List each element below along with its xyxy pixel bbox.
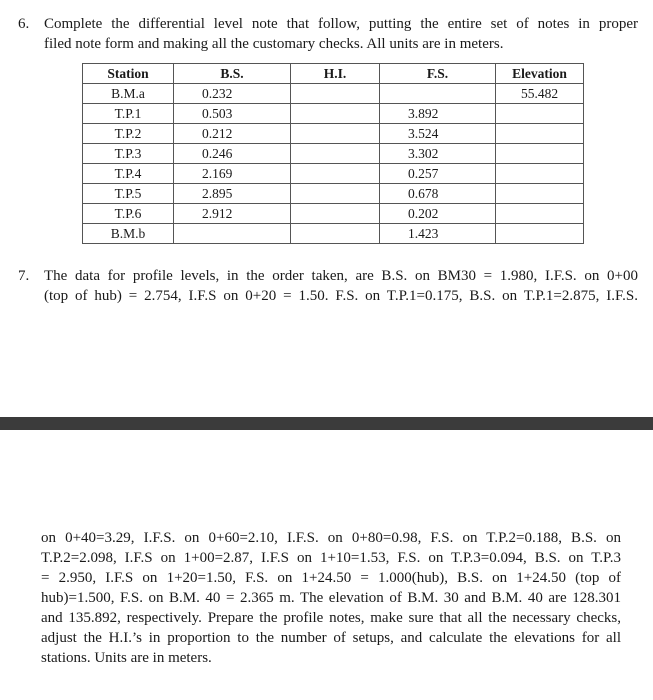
table-row [83,124,584,144]
bs-cell: 2.895 [174,184,291,204]
elevation-cell [496,184,584,204]
continuation-line: and 135.892, respectively. Prepare the profile notes, make sure that all the necessary checks, [41,610,621,626]
question-6-line: filed note form and making all the customary checks. All units are in meters. [44,36,504,52]
station-cell: T.P.1 [83,104,174,124]
bs-cell: 2.912 [174,204,291,224]
question-7-line: The data for profile levels, in the order taken, are B.S. on BM30 = 1.980, I.F.S. on 0+00 [44,268,638,284]
continuation-line: T.P.2=2.098, I.F.S on 1+00=2.87, I.F.S on 1+10=1.53, F.S. on T.P.3=0.094, B.S. on T.P.3 [41,550,621,566]
fs-cell: 0.678 [380,184,496,204]
continuation-line: = 2.950, I.F.S on 1+20=1.50, F.S. on 1+24.50 = 1.000(hub), B.S. on 1+24.50 (top of [41,570,621,586]
table-row [83,84,584,104]
fs-cell: 3.302 [380,144,496,164]
table-row [83,224,584,244]
question-7-number: 7. [18,268,30,284]
header-station: Station [83,64,174,84]
question-7-text [44,266,638,306]
question-7-continuation [41,528,621,668]
bs-cell: 0.212 [174,124,291,144]
fs-cell [380,84,496,104]
table-row [83,204,584,224]
header-bs: B.S. [174,64,291,84]
table-row [83,144,584,164]
bs-cell: 0.246 [174,144,291,164]
bs-cell: 0.503 [174,104,291,124]
elevation-cell [496,144,584,164]
station-cell: B.M.b [83,224,174,244]
question-7-line: (top of hub) = 2.754, I.F.S on 0+20 = 1.50. F.S. on T.P.1=0.175, B.S. on T.P.1=2.875, I.F.S. [44,288,638,304]
continuation-line: on 0+40=3.29, I.F.S. on 0+60=2.10, I.F.S. on 0+80=0.98, F.S. on T.P.2=0.188, B.S. on [41,530,621,546]
hi-cell [291,164,380,184]
elevation-cell [496,204,584,224]
level-notes-table [82,63,584,244]
fs-cell: 1.423 [380,224,496,244]
fs-cell: 0.202 [380,204,496,224]
table-row [83,164,584,184]
table-header-row [83,64,584,84]
header-fs: F.S. [380,64,496,84]
station-cell: T.P.3 [83,144,174,164]
page-divider [0,417,653,430]
fs-cell: 3.524 [380,124,496,144]
bs-cell: 2.169 [174,164,291,184]
station-cell: T.P.4 [83,164,174,184]
bs-cell [174,224,291,244]
bottom-page-section [0,430,653,700]
continuation-line: hub)=1.500, F.S. on B.M. 40 = 2.365 m. The elevation of B.M. 30 and B.M. 40 are 128.301 [41,590,621,606]
hi-cell [291,144,380,164]
station-cell: T.P.6 [83,204,174,224]
elevation-cell [496,224,584,244]
question-6-text [44,14,638,54]
elevation-cell [496,124,584,144]
elevation-cell: 55.482 [496,84,584,104]
question-6-line: Complete the differential level note that follow, putting the entire set of notes in proper [44,16,638,32]
hi-cell [291,184,380,204]
table-row [83,184,584,204]
elevation-cell [496,104,584,124]
fs-cell: 3.892 [380,104,496,124]
station-cell: T.P.5 [83,184,174,204]
header-elevation: Elevation [496,64,584,84]
elevation-cell [496,164,584,184]
hi-cell [291,124,380,144]
station-cell: B.M.a [83,84,174,104]
bs-cell: 0.232 [174,84,291,104]
station-cell: T.P.2 [83,124,174,144]
hi-cell [291,204,380,224]
hi-cell [291,84,380,104]
continuation-line: adjust the H.I.’s in proportion to the number of setups, and calculate the elevations for all [41,630,621,646]
question-6-number: 6. [18,16,30,32]
table-row [83,104,584,124]
continuation-line: stations. Units are in meters. [41,650,212,666]
hi-cell [291,104,380,124]
hi-cell [291,224,380,244]
fs-cell: 0.257 [380,164,496,184]
header-hi: H.I. [291,64,380,84]
